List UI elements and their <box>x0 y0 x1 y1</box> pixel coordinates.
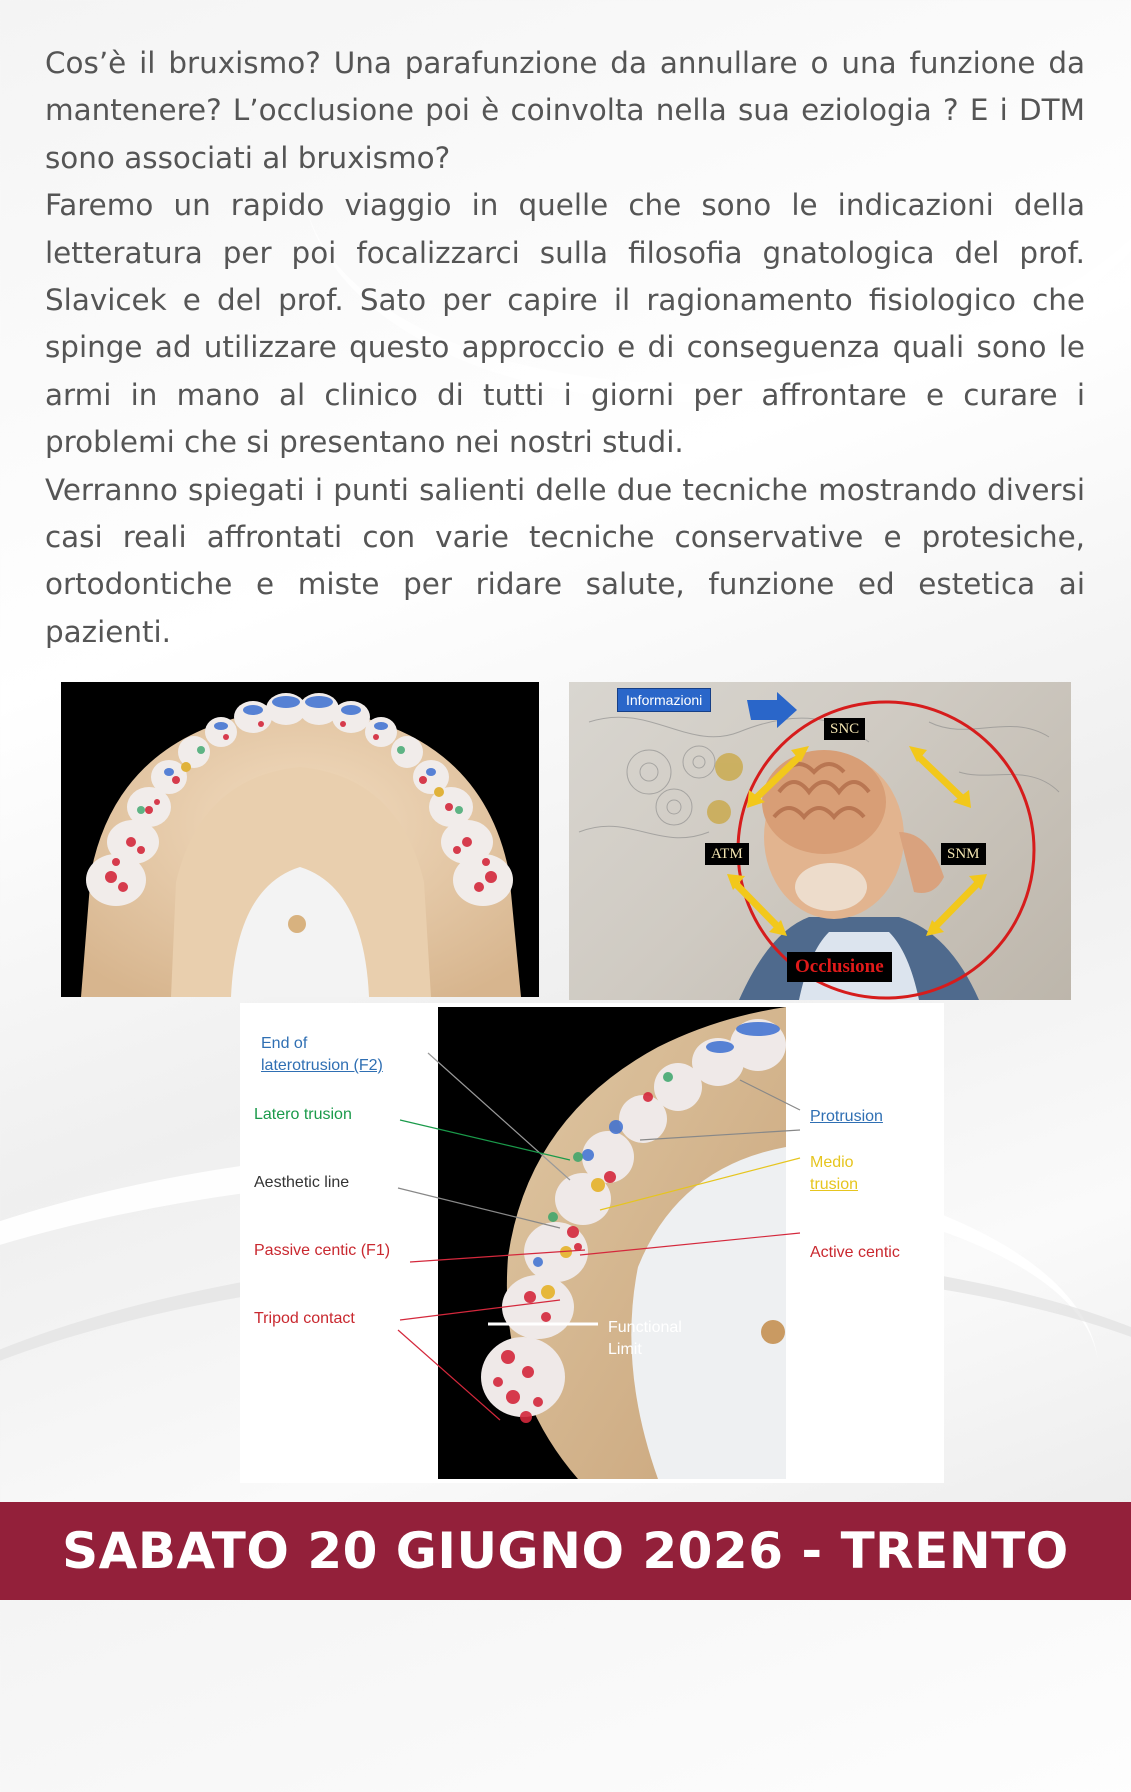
intro-paragraph: Faremo un rapido viaggio in quelle che sono le indicazioni della letteratura per poi focalizzarci sulla filosofia gnatologica del prof. Slavicek e del prof. Sato per capire il ragionamento fisiologico che spinge ad utilizzare questo approccio e di conseguenza quali sono le armi in mano al clinico di tutti i giorni per affrontare e curare i problemi che si presentano nei nostri studi. <box>45 188 1085 460</box>
active-centic-label: Active centic <box>810 1244 900 1261</box>
intro-paragraph: Cos’è il bruxismo? Una parafunzione da annullare o una funzione da mantenere? L’occlusione poi è coinvolta nella sua eziologia ? E i DTM sono associati al bruxismo? <box>45 46 1085 175</box>
medio-trusion-label <box>810 1152 858 1196</box>
atm-label: ATM <box>705 843 749 865</box>
snc-label: SNC <box>824 718 865 740</box>
occlusione-label: Occlusione <box>787 952 892 982</box>
footer-banner <box>0 1502 1131 1600</box>
tripod-contact-label: Tripod contact <box>254 1310 355 1327</box>
functional-limit-label <box>608 1317 682 1361</box>
end-laterotrusion-line1: End of <box>261 1035 308 1052</box>
intro-paragraph: Verranno spiegati i punti salienti delle due tecniche mostrando diversi casi reali affrontati con varie tecniche conservative e protesiche, ortodontiche e miste per ridare salute, funzione ed estetica ai pazienti. <box>45 472 1085 649</box>
medio-trusion-line1: Medio <box>810 1154 854 1171</box>
snm-label: SNM <box>941 843 986 865</box>
protrusion-label: Protrusion <box>810 1108 883 1125</box>
end-laterotrusion-line2: laterotrusion (F2) <box>261 1057 383 1074</box>
functional-limit-line1: Functional <box>608 1319 682 1336</box>
end-laterotrusion-label <box>261 1033 383 1077</box>
aesthetic-line-label: Aesthetic line <box>254 1174 350 1191</box>
medio-trusion-line2: trusion <box>810 1176 859 1193</box>
informazioni-label: Informazioni <box>617 688 711 712</box>
functional-limit-line2: Limit <box>608 1341 642 1358</box>
passive-centic-label: Passive centic (F1) <box>254 1242 391 1259</box>
latero-trusion-label: Latero trusion <box>254 1106 352 1123</box>
event-date-title: SABATO 20 GIUGNO 2026 - TRENTO <box>62 1522 1069 1580</box>
